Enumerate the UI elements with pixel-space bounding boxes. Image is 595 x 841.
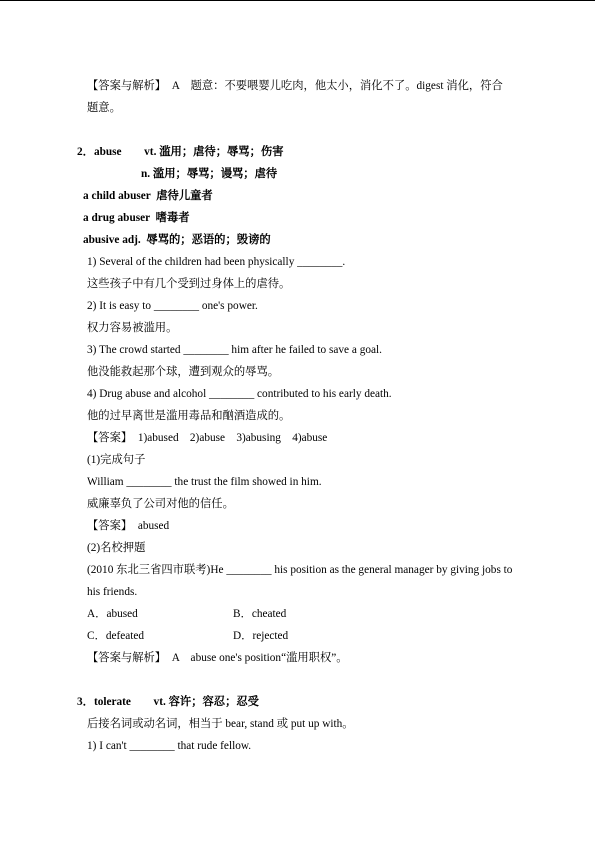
phrase-abusive: abusive adj. 辱骂的；恶语的；毁谤的 [83, 234, 271, 246]
phrase-child-abuser: a child abuser 虐待儿童者 [83, 190, 213, 202]
section-exam-question: (2)名校押题 [87, 542, 146, 554]
complete-sentence-answer: 【答案】 abused [87, 520, 170, 532]
complete-sentence-zh: 威廉辜负了公司对他的信任。 [87, 498, 234, 510]
example-1-en: 1) Several of the children had been physically ________. [87, 256, 346, 268]
example-4-en: 4) Drug abuse and alcohol ________ contributed to his early death. [87, 388, 392, 400]
header-rule [0, 0, 595, 1]
example-3-en: 3) The crowd started ________ him after he failed to save a goal. [87, 344, 382, 356]
example-2-zh: 权力容易被滥用。 [87, 322, 178, 334]
usage-note: 后接名词或动名词，相当于 bear, stand 或 put up with。 [87, 718, 354, 730]
example-1-zh: 这些孩子中有几个受到过身体上的虐待。 [87, 278, 291, 290]
example-3-zh: 他没能救起那个球，遭到观众的辱骂。 [87, 366, 280, 378]
answer-explanation: 【答案与解析】 A 题意：不要喂婴儿吃肉，他太小，消化不了。digest 消化，符合 [87, 80, 503, 92]
entry-heading-abuse: 2．abuse vt. 滥用；虐待；辱骂；伤害 [77, 146, 284, 158]
option-a: A．abused [87, 608, 138, 620]
section-complete-sentence: (1)完成句子 [87, 454, 146, 466]
exam-answer-explanation: 【答案与解析】 A abuse one's position“滥用职权”。 [87, 652, 348, 664]
entry-heading-tolerate: 3．tolerate vt. 容许；容忍；忍受 [77, 696, 259, 708]
entry-noun-meanings: n. 滥用；辱骂；谩骂；虐待 [141, 168, 278, 180]
exam-question-line2: his friends. [87, 586, 138, 598]
option-c: C．defeated [87, 630, 145, 642]
option-d: D．rejected [233, 630, 289, 642]
example-1-en: 1) I can't ________ that rude fellow. [87, 740, 252, 752]
complete-sentence-en: William ________ the trust the film showed in him. [87, 476, 322, 488]
example-2-en: 2) It is easy to ________ one's power. [87, 300, 258, 312]
exam-question-line1: (2010 东北三省四市联考)He ________ his position as the general manager by giving jobs to [87, 564, 513, 576]
phrase-drug-abuser: a drug abuser 嗜毒者 [83, 212, 190, 224]
example-4-zh: 他的过早离世是滥用毒品和酗酒造成的。 [87, 410, 291, 422]
examples-answer: 【答案】 1)abused 2)abuse 3)abusing 4)abuse [87, 432, 328, 444]
option-b: B．cheated [233, 608, 287, 620]
answer-explanation-cont: 题意。 [87, 102, 121, 114]
